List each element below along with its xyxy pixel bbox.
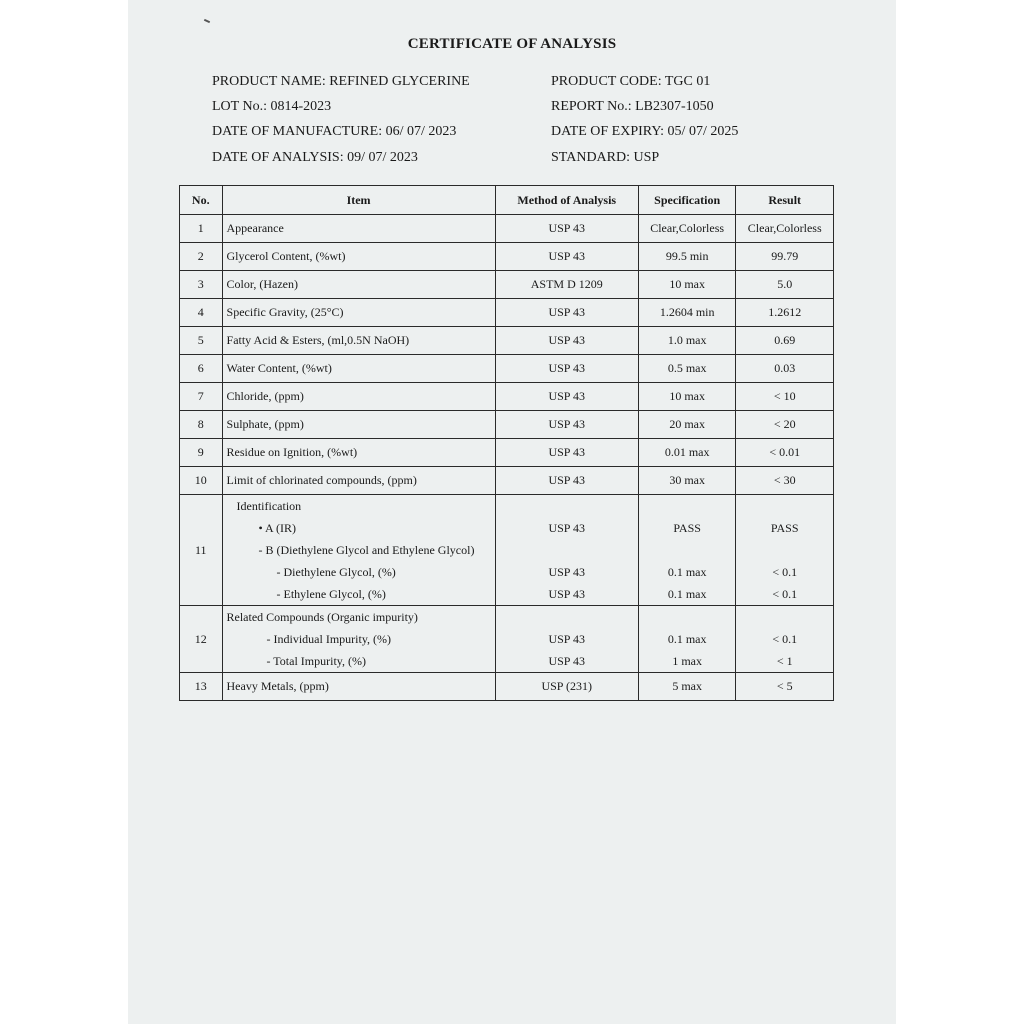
row-item: Water Content, (%wt) [222, 355, 495, 383]
related-compounds-spec-cell [638, 606, 736, 673]
ethylene-glycol-result: < 0.1 [772, 587, 798, 601]
date-of-analysis: DATE OF ANALYSIS: 09/ 07/ 2023 [212, 150, 418, 165]
diethylene-glycol-result: < 0.1 [772, 565, 798, 579]
diethylene-glycol-spec: 0.1 max [667, 565, 707, 579]
row-number: 5 [180, 327, 223, 355]
total-impurity-label: - Total Impurity, (%) [266, 654, 366, 668]
row-method: USP 43 [495, 215, 638, 243]
row-specification: 0.01 max [638, 439, 736, 467]
row-specification: 20 max [638, 411, 736, 439]
identification-result-cell [736, 495, 834, 606]
paper-mark [204, 19, 210, 23]
row-specification: 10 max [638, 383, 736, 411]
standard: STANDARD: USP [551, 150, 660, 165]
identification-a-method: USP 43 [548, 521, 586, 535]
individual-impurity-spec: 0.1 max [667, 632, 707, 646]
row-method: USP 43 [495, 355, 638, 383]
related-compounds-method-cell [495, 606, 638, 673]
row-number: 6 [180, 355, 223, 383]
report-number: REPORT No.: LB2307-1050 [551, 99, 714, 114]
table-row [180, 215, 834, 243]
document-title: CERTIFICATE OF ANALYSIS [407, 36, 617, 52]
row-method: USP 43 [495, 327, 638, 355]
row-method: USP (231) [495, 673, 638, 701]
row-result: 1.2612 [736, 299, 834, 327]
table-row [180, 355, 834, 383]
table-row-related-compounds [180, 606, 834, 673]
identification-b-label: - B (Diethylene Glycol and Ethylene Glycol) [258, 543, 475, 557]
individual-impurity-label: - Individual Impurity, (%) [266, 632, 392, 646]
row-specification: 99.5 min [638, 243, 736, 271]
related-compounds-result-cell [736, 606, 834, 673]
row-number: 9 [180, 439, 223, 467]
row-result: < 5 [736, 673, 834, 701]
column-header-result: Result [736, 186, 834, 215]
row-result: 5.0 [736, 271, 834, 299]
ethylene-glycol-label: - Ethylene Glycol, (%) [276, 587, 386, 601]
ethylene-glycol-spec: 0.1 max [667, 587, 707, 601]
column-header-method: Method of Analysis [495, 186, 638, 215]
row-result: < 10 [736, 383, 834, 411]
row-number: 10 [180, 467, 223, 495]
identification-heading: Identification [236, 499, 302, 513]
table-row-identification [180, 495, 834, 606]
date-of-expiry: DATE OF EXPIRY: 05/ 07/ 2025 [551, 124, 739, 139]
row-method: USP 43 [495, 243, 638, 271]
row-method: USP 43 [495, 383, 638, 411]
row-method: USP 43 [495, 467, 638, 495]
row-method: USP 43 [495, 439, 638, 467]
row-number: 8 [180, 411, 223, 439]
row-number: 12 [180, 606, 223, 673]
ethylene-glycol-method: USP 43 [548, 587, 586, 601]
identification-a-label: • A (IR) [258, 521, 297, 535]
row-number: 3 [180, 271, 223, 299]
row-specification: 30 max [638, 467, 736, 495]
diethylene-glycol-method: USP 43 [548, 565, 586, 579]
row-number: 2 [180, 243, 223, 271]
row-result: 0.03 [736, 355, 834, 383]
row-item: Appearance [222, 215, 495, 243]
row-number: 1 [180, 215, 223, 243]
row-result: < 0.01 [736, 439, 834, 467]
analysis-table [179, 185, 834, 701]
column-header-no: No. [180, 186, 223, 215]
identification-method-cell [495, 495, 638, 606]
row-item: Color, (Hazen) [222, 271, 495, 299]
individual-impurity-method: USP 43 [548, 632, 586, 646]
row-item: Fatty Acid & Esters, (ml,0.5N NaOH) [222, 327, 495, 355]
total-impurity-method: USP 43 [548, 654, 586, 668]
column-header-specification: Specification [638, 186, 736, 215]
row-item: Glycerol Content, (%wt) [222, 243, 495, 271]
table-row [180, 271, 834, 299]
table-row [180, 299, 834, 327]
row-result: < 30 [736, 467, 834, 495]
row-specification: 10 max [638, 271, 736, 299]
row-result: < 20 [736, 411, 834, 439]
row-specification: 5 max [638, 673, 736, 701]
total-impurity-spec: 1 max [672, 654, 702, 668]
row-method: USP 43 [495, 411, 638, 439]
table-row [180, 243, 834, 271]
row-result: Clear,Colorless [736, 215, 834, 243]
table-row-heavy-metals [180, 673, 834, 701]
row-number: 13 [180, 673, 223, 701]
table-row [180, 411, 834, 439]
row-specification: Clear,Colorless [638, 215, 736, 243]
table-row [180, 383, 834, 411]
total-impurity-result: < 1 [776, 654, 793, 668]
column-header-item: Item [222, 186, 495, 215]
identification-spec-cell [638, 495, 736, 606]
row-specification: 0.5 max [638, 355, 736, 383]
table-header-row [180, 186, 834, 215]
row-specification: 1.0 max [638, 327, 736, 355]
identification-item-cell [222, 495, 495, 606]
individual-impurity-result: < 0.1 [772, 632, 798, 646]
row-number: 7 [180, 383, 223, 411]
row-result: 0.69 [736, 327, 834, 355]
related-compounds-item-cell [222, 606, 495, 673]
product-name: PRODUCT NAME: REFINED GLYCERINE [212, 74, 470, 89]
table-row [180, 327, 834, 355]
identification-a-spec: PASS [673, 521, 701, 535]
row-item: Heavy Metals, (ppm) [222, 673, 495, 701]
row-method: ASTM D 1209 [495, 271, 638, 299]
diethylene-glycol-label: - Diethylene Glycol, (%) [276, 565, 396, 579]
row-number: 11 [180, 495, 223, 606]
row-item: Limit of chlorinated compounds, (ppm) [222, 467, 495, 495]
table-row [180, 467, 834, 495]
table-row [180, 439, 834, 467]
row-item: Specific Gravity, (25°C) [222, 299, 495, 327]
identification-a-result: PASS [770, 521, 799, 535]
row-item: Chloride, (ppm) [222, 383, 495, 411]
row-item: Sulphate, (ppm) [222, 411, 495, 439]
row-specification: 1.2604 min [638, 299, 736, 327]
row-method: USP 43 [495, 299, 638, 327]
document-sheet [128, 0, 896, 1024]
row-item: Residue on Ignition, (%wt) [222, 439, 495, 467]
related-compounds-heading: Related Compounds (Organic impurity) [226, 610, 418, 624]
row-number: 4 [180, 299, 223, 327]
lot-number: LOT No.: 0814-2023 [212, 99, 332, 114]
product-code: PRODUCT CODE: TGC 01 [551, 74, 711, 89]
date-of-manufacture: DATE OF MANUFACTURE: 06/ 07/ 2023 [212, 124, 457, 139]
row-result: 99.79 [736, 243, 834, 271]
